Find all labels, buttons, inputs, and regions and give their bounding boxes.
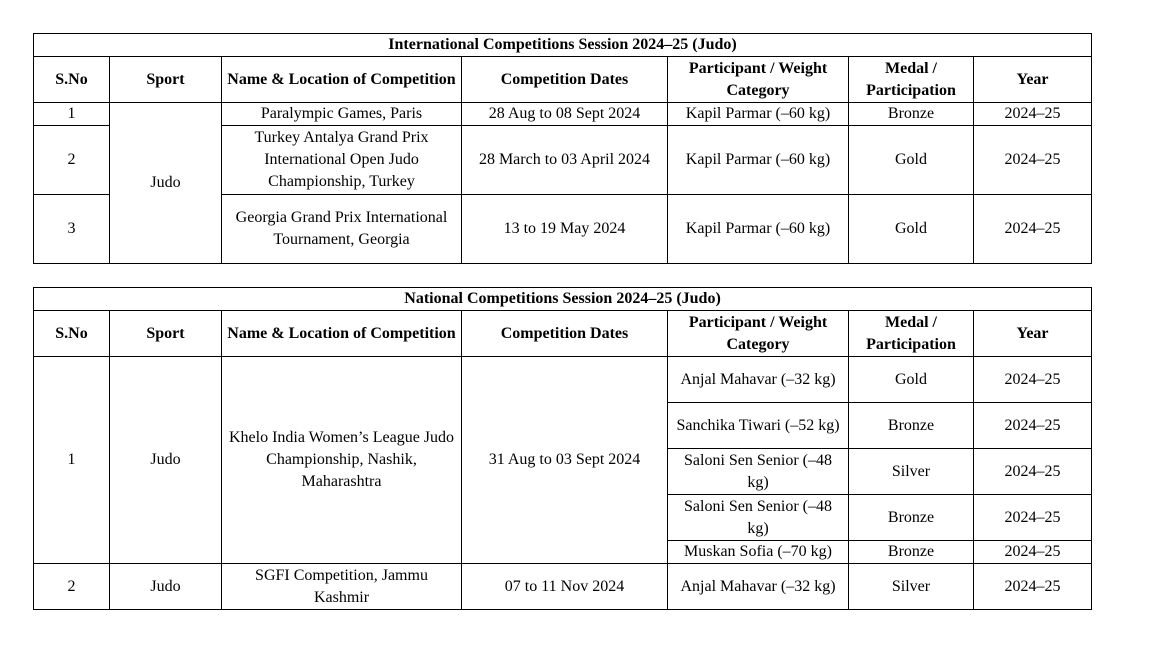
cell-participant: Anjal Mahavar (–32 kg) [668, 564, 849, 610]
cell-participant: Anjal Mahavar (–32 kg) [668, 357, 849, 403]
cell-sno: 1 [34, 103, 110, 126]
cell-year: 2024–25 [974, 403, 1092, 449]
table-title: International Competitions Session 2024–25 (Judo) [34, 34, 1092, 57]
cell-sport: Judo [110, 564, 222, 610]
cell-medal: Bronze [849, 495, 974, 541]
cell-participant: Muskan Sofia (–70 kg) [668, 541, 849, 564]
cell-participant: Saloni Sen Senior (–48 kg) [668, 495, 849, 541]
cell-year: 2024–25 [974, 103, 1092, 126]
cell-year: 2024–25 [974, 449, 1092, 495]
international-competitions-table [33, 33, 1092, 264]
header-name: Name & Location of Competition [222, 57, 462, 103]
header-dates: Competition Dates [462, 311, 668, 357]
cell-medal: Bronze [849, 403, 974, 449]
cell-year: 2024–25 [974, 564, 1092, 610]
cell-name: SGFI Competition, Jammu Kashmir [222, 564, 462, 610]
header-dates: Competition Dates [462, 57, 668, 103]
header-sno: S.No [34, 311, 110, 357]
cell-name: Paralympic Games, Paris [222, 103, 462, 126]
cell-year: 2024–25 [974, 495, 1092, 541]
header-medal: Medal / Participation [849, 57, 974, 103]
header-participant: Participant / Weight Category [668, 57, 849, 103]
table-row [34, 357, 1092, 403]
header-sno: S.No [34, 57, 110, 103]
cell-name: Khelo India Women’s League Judo Championship, Nashik, Maharashtra [222, 357, 462, 564]
header-name: Name & Location of Competition [222, 311, 462, 357]
cell-dates: 28 Aug to 08 Sept 2024 [462, 103, 668, 126]
cell-name: Georgia Grand Prix International Tournament, Georgia [222, 195, 462, 264]
cell-participant: Kapil Parmar (–60 kg) [668, 195, 849, 264]
header-sport: Sport [110, 311, 222, 357]
header-year: Year [974, 311, 1092, 357]
cell-dates: 07 to 11 Nov 2024 [462, 564, 668, 610]
cell-sport: Judo [110, 357, 222, 564]
cell-year: 2024–25 [974, 541, 1092, 564]
cell-medal: Bronze [849, 103, 974, 126]
header-participant: Participant / Weight Category [668, 311, 849, 357]
national-competitions-table [33, 287, 1092, 610]
cell-medal: Bronze [849, 541, 974, 564]
cell-sno: 2 [34, 126, 110, 195]
cell-participant: Kapil Parmar (–60 kg) [668, 126, 849, 195]
cell-year: 2024–25 [974, 126, 1092, 195]
header-medal: Medal / Participation [849, 311, 974, 357]
table-row [34, 103, 1092, 126]
cell-name: Turkey Antalya Grand Prix International Open Judo Championship, Turkey [222, 126, 462, 195]
cell-dates: 28 March to 03 April 2024 [462, 126, 668, 195]
cell-sno: 1 [34, 357, 110, 564]
cell-medal: Gold [849, 357, 974, 403]
cell-participant: Sanchika Tiwari (–52 kg) [668, 403, 849, 449]
cell-medal: Gold [849, 195, 974, 264]
cell-dates: 13 to 19 May 2024 [462, 195, 668, 264]
cell-participant: Saloni Sen Senior (–48 kg) [668, 449, 849, 495]
cell-year: 2024–25 [974, 195, 1092, 264]
cell-participant: Kapil Parmar (–60 kg) [668, 103, 849, 126]
cell-sno: 2 [34, 564, 110, 610]
cell-medal: Silver [849, 564, 974, 610]
cell-year: 2024–25 [974, 357, 1092, 403]
table-row [34, 564, 1092, 610]
cell-sno: 3 [34, 195, 110, 264]
header-year: Year [974, 57, 1092, 103]
cell-medal: Silver [849, 449, 974, 495]
cell-sport: Judo [110, 103, 222, 264]
header-sport: Sport [110, 57, 222, 103]
table-title: National Competitions Session 2024–25 (Judo) [34, 288, 1092, 311]
cell-medal: Gold [849, 126, 974, 195]
cell-dates: 31 Aug to 03 Sept 2024 [462, 357, 668, 564]
